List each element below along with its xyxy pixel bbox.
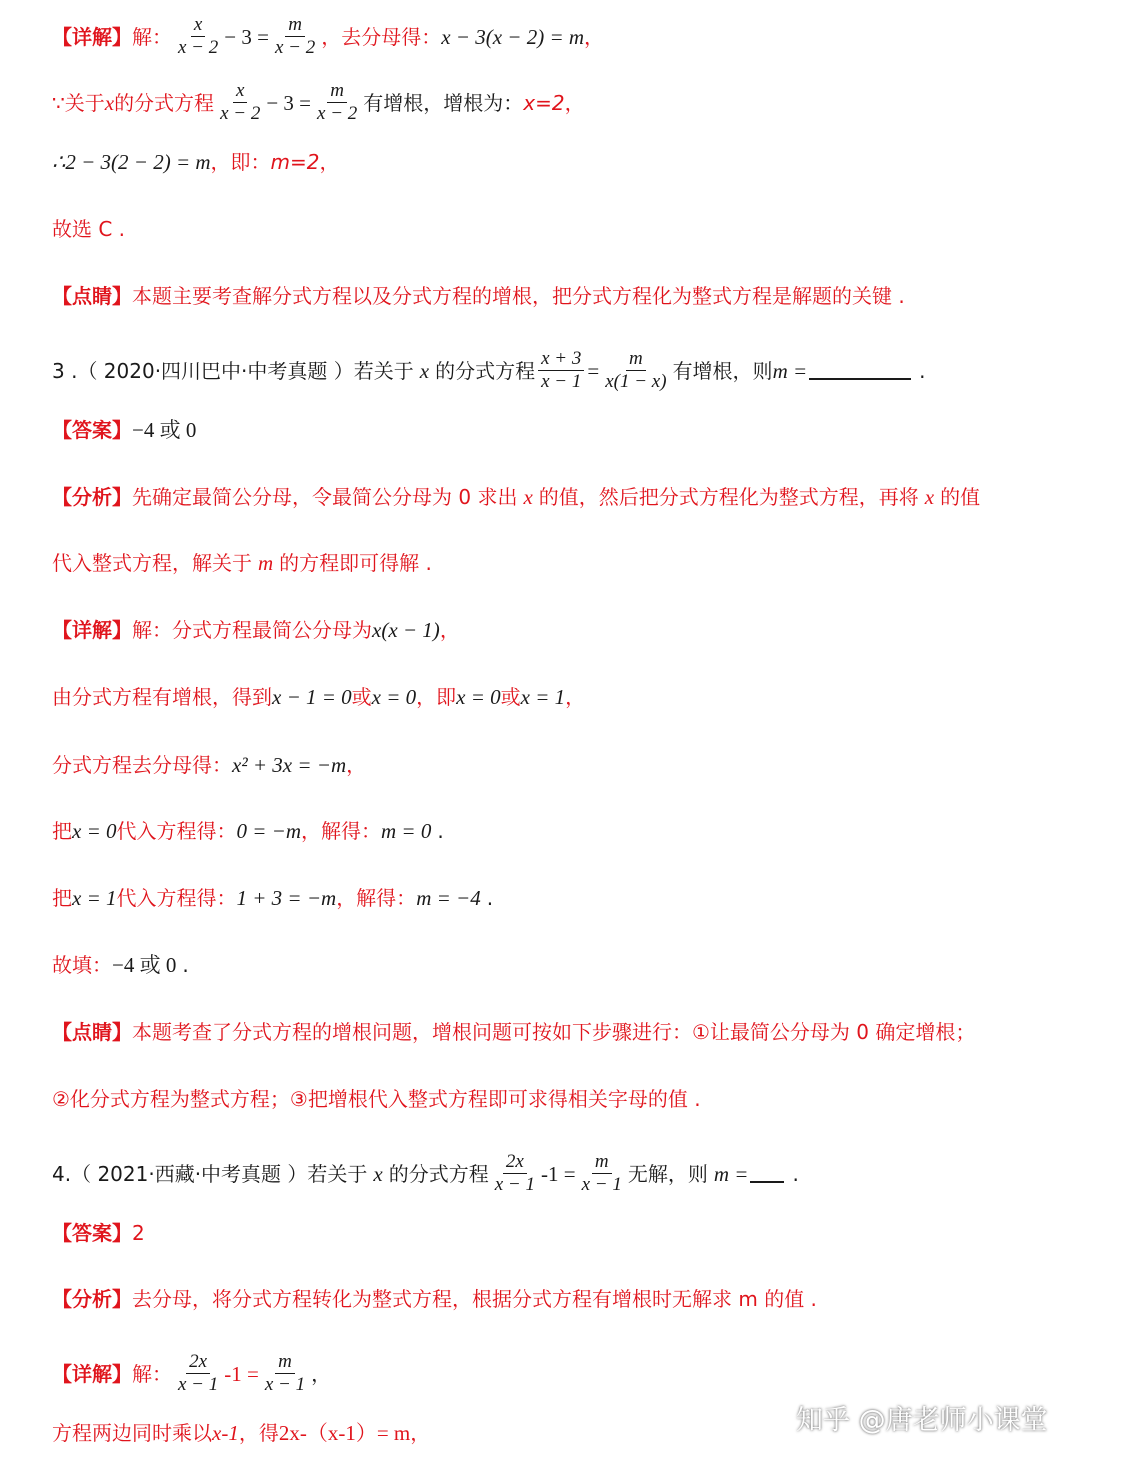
text: ②化分式方程为整式方程；③把增根代入整式方程即可求得相关字母的值 .	[52, 1087, 701, 1111]
text: ，	[319, 150, 340, 174]
remark-line	[52, 282, 905, 310]
text: ，去分母得：	[321, 24, 442, 49]
text: ，解得：	[336, 886, 417, 910]
text: ，	[439, 618, 460, 642]
math: 1 + 3 = −m	[236, 886, 337, 910]
numerator: x	[233, 80, 247, 103]
math: x = 0	[72, 819, 117, 843]
math: −4 或 0	[112, 953, 177, 977]
text: ，	[311, 1361, 332, 1386]
text: 4.（ 2021·西藏·中考真题 ）若关于	[52, 1161, 368, 1186]
text: ，即：	[210, 150, 271, 174]
text: 的值，然后把分式方程化为整式方程，再将	[538, 485, 919, 509]
text: 分式方程去分母得：	[52, 753, 232, 777]
text: 解：	[132, 24, 172, 49]
text: 由分式方程有增根，得到	[52, 685, 272, 709]
denominator: x − 2	[178, 37, 219, 58]
text: .	[182, 953, 189, 977]
remark-3-line-2	[52, 1085, 701, 1113]
analysis-4	[52, 1285, 817, 1313]
detail-3-line-6	[52, 951, 189, 979]
text: ∵关于	[52, 90, 105, 115]
denominator: x − 2	[220, 103, 261, 124]
text: 方程两边同时乘以	[52, 1421, 212, 1445]
text: 的分式方程	[435, 358, 536, 383]
text: 的分式方程	[114, 90, 215, 115]
math: x − 3(x − 2) = m	[441, 24, 585, 49]
text: 3 .（ 2020·四川巴中·中考真题 ）若关于	[52, 358, 414, 383]
math: 0 = −m	[236, 819, 302, 843]
text: ，	[584, 24, 605, 49]
text: 的分式方程	[388, 1161, 489, 1186]
answer-4	[52, 1219, 145, 1247]
remark-3-line-1	[52, 1018, 975, 1046]
denominator: x − 1	[581, 1174, 622, 1195]
text: 把	[52, 886, 72, 910]
fraction	[538, 348, 584, 393]
detail-3-line-1	[52, 616, 460, 644]
question-4	[52, 1151, 799, 1196]
text: 有增根，增根为：	[363, 90, 524, 115]
text: .	[919, 358, 926, 383]
numerator: m	[285, 14, 305, 37]
denominator: x(1 − x)	[605, 371, 667, 392]
math: m	[258, 551, 274, 575]
tag-analysis: 【分析】	[52, 485, 132, 509]
solution-line-2	[52, 80, 585, 125]
tag-analysis: 【分析】	[52, 1287, 132, 1311]
text: ，	[410, 1421, 431, 1445]
text: 或	[500, 685, 521, 709]
text: ，得	[238, 1421, 279, 1445]
detail-4-line-1	[52, 1351, 331, 1396]
math: x = 1	[520, 685, 566, 709]
text: 代入方程得：	[116, 819, 237, 843]
math: -1 =	[541, 1161, 576, 1186]
detail-3-line-4	[52, 817, 444, 845]
fraction	[175, 1351, 221, 1396]
fraction	[272, 14, 318, 59]
math: ∴2 − 3(2 − 2) = m	[52, 150, 211, 174]
text: 无解，则	[627, 1161, 708, 1186]
text: .	[437, 819, 444, 843]
text: 把	[52, 819, 72, 843]
text: ，解得：	[301, 819, 382, 843]
math: x = 1	[72, 886, 117, 910]
math: m =	[772, 358, 808, 383]
tag-remark: 【点睛】	[52, 284, 132, 308]
math: m = −4	[416, 886, 481, 910]
numerator: x	[191, 14, 205, 37]
math: x = 0	[456, 685, 501, 709]
detail-3-line-5	[52, 884, 493, 912]
analysis-3-line-1	[52, 483, 980, 511]
text: 先确定最简公分母，令最简公分母为 0 求出	[132, 485, 518, 509]
denominator: x − 1	[264, 1374, 306, 1395]
text: 解：	[132, 1361, 172, 1386]
text: ，	[564, 90, 585, 115]
math: m =	[713, 1161, 749, 1186]
math: x	[419, 358, 430, 383]
tag-remark: 【点睛】	[52, 1020, 132, 1044]
numerator: m	[275, 1351, 295, 1374]
denominator: x − 2	[274, 37, 316, 58]
math: m=2	[270, 150, 320, 174]
math: x-1	[212, 1421, 239, 1445]
text: 有增根，则	[672, 358, 773, 383]
fraction	[217, 80, 263, 125]
detail-3-line-2	[52, 683, 585, 711]
denominator: x − 1	[178, 1374, 219, 1395]
tag-detail: 【详解】	[52, 1361, 132, 1386]
math: − 3 =	[224, 24, 269, 49]
text: 本题主要考查解分式方程以及分式方程的增根，把分式方程化为整式方程是解题的关键 .	[132, 284, 905, 308]
numerator: m	[327, 80, 347, 103]
tag-detail: 【详解】	[52, 618, 132, 642]
text: ，即	[416, 685, 457, 709]
math: -1 =	[224, 1361, 259, 1386]
numerator: 2x	[186, 1351, 210, 1374]
math: x² + 3x = −m	[232, 753, 347, 777]
math: x = 0	[371, 685, 417, 709]
tag-answer: 【答案】	[52, 1221, 132, 1245]
numerator: m	[592, 1151, 612, 1174]
math: x(x − 1)	[372, 618, 440, 642]
text: 代入方程得：	[116, 886, 237, 910]
math: x	[373, 1161, 383, 1186]
fraction	[602, 348, 669, 393]
denominator: x − 2	[317, 103, 358, 124]
text: 代入整式方程，解关于	[52, 551, 252, 575]
text: 2	[132, 1221, 145, 1245]
text: 去分母，将分式方程转化为整式方程，根据分式方程有增根时无解求 m 的值 .	[132, 1287, 817, 1311]
analysis-3-line-2	[52, 549, 432, 577]
numerator: m	[626, 348, 646, 371]
solution-line-1	[52, 14, 604, 59]
numerator: x + 3	[538, 348, 584, 371]
answer-blank	[750, 1165, 784, 1183]
math: − 3 =	[266, 90, 312, 115]
math: x − 1 = 0	[272, 685, 352, 709]
text: 解：分式方程最简公分母为	[132, 618, 372, 642]
text: 或	[351, 685, 372, 709]
math: x	[104, 90, 115, 115]
question-3	[52, 348, 926, 393]
detail-3-line-3	[52, 751, 366, 779]
text: 的值	[940, 485, 981, 509]
fraction	[492, 1151, 538, 1196]
text: 故选 C .	[52, 217, 126, 241]
math: x	[924, 485, 935, 509]
tag-answer: 【答案】	[52, 418, 132, 442]
fraction	[175, 14, 221, 59]
text: .	[486, 886, 494, 910]
solution-line-3	[52, 148, 340, 176]
conclusion-line	[52, 215, 125, 243]
watermark: 知乎 @唐老师小课堂	[796, 1405, 1048, 1436]
text: 的方程即可得解 .	[279, 551, 432, 575]
fraction	[314, 80, 360, 125]
denominator: x − 1	[541, 371, 582, 392]
text: .	[792, 1161, 799, 1186]
math: m = 0	[381, 819, 432, 843]
fraction	[579, 1151, 625, 1196]
detail-4-line-2	[52, 1419, 430, 1447]
text: ，	[346, 753, 367, 777]
math: −4 或 0	[132, 418, 197, 442]
math: =	[587, 358, 600, 383]
fraction	[262, 1351, 308, 1396]
numerator: 2x	[503, 1151, 527, 1174]
text: ，	[565, 685, 586, 709]
text: 故填：	[52, 953, 112, 977]
answer-3	[52, 416, 196, 444]
math: 2x-（x-1）= m	[278, 1421, 411, 1445]
answer-blank	[809, 362, 911, 380]
math: x=2	[523, 90, 565, 115]
text: 本题考查了分式方程的增根问题，增根问题可按如下步骤进行：①让最简公分母为 0 确定增根；	[132, 1020, 976, 1044]
math: x	[523, 485, 533, 509]
tag-detail: 【详解】	[52, 24, 132, 49]
denominator: x − 1	[494, 1174, 536, 1195]
